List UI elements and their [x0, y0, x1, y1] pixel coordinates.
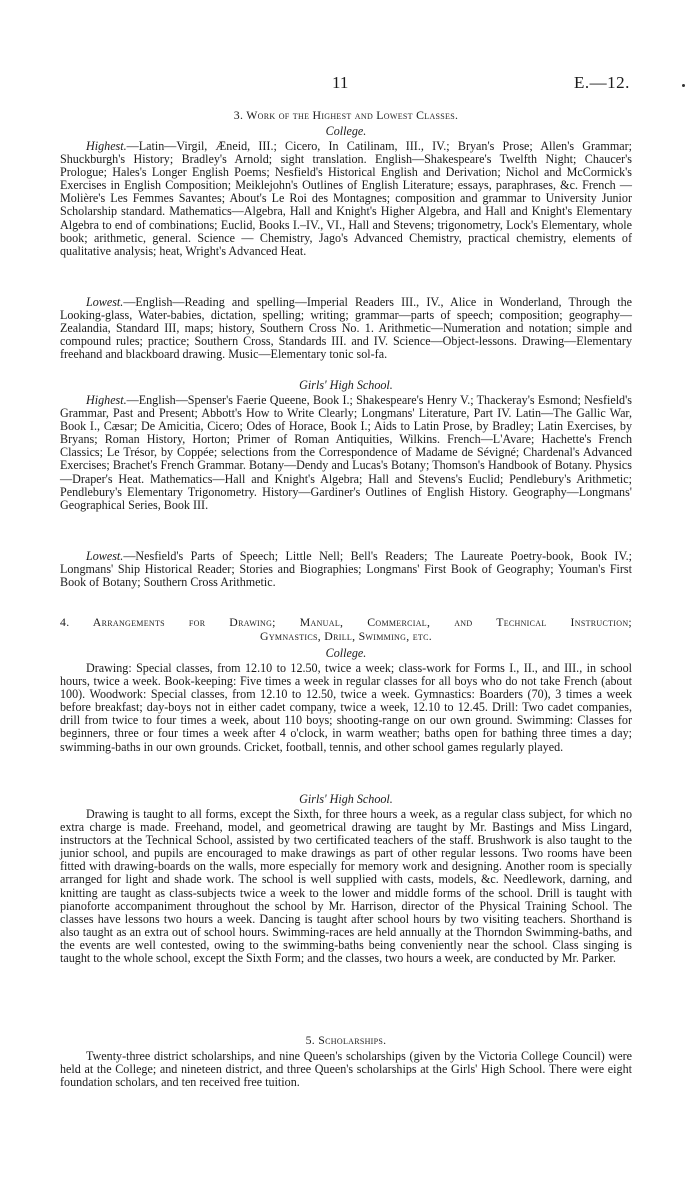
- girls-arrangements: Drawing is taught to all forms, except the Sixth, for three hours a week, as a regular class subject, for which no extra charge is made. Freehand, model, and geometrical drawing are taught by Mr. Bastings and Miss Lingard, instructors at the Technical School, assisted by two certificated teachers of the staff. Brushwork is also taught to the junior school, and pupils are encouraged to make drawings as part of other regular lessons. Two rooms have been fitted with drawing-boards on the walls, more especially for memory work and designing. Another room is specially arranged for light and shade work. The school is well supplied with casts, models, &c. Needlework, darning, and knitting are taught as class-subjects twice a week to the lower and middle forms of the school. Drill is taught with pianoforte accompaniment throughout the school by Mr. Harrison, director of the Physical Training School. The classes have lessons two hours a week. Dancing is taught after school hours by two visiting teachers. Shorthand is also taught as an extra out of school hours. Swimming-races are held annually at the Thorndon Swimming-baths, and the events are well contested, owing to the swimming-baths being conveniently near the school. Class singing is taught to the whole school, except the Sixth Form; and the classes, two hours a week, are conducted by Mr. Parker.: [60, 807, 632, 966]
- lowest-label: Lowest.: [86, 549, 124, 563]
- section-3-college-highest: [60, 140, 632, 258]
- section-5-text: [60, 1050, 632, 1089]
- section-3-girls-title: Girls' High School.: [299, 378, 393, 392]
- highest-label: Highest.: [86, 393, 127, 407]
- highest-label: Highest.: [86, 139, 127, 153]
- section-3-girls-lowest: [60, 550, 632, 589]
- highest-text: —Latin—Virgil, Æneid, III.; Cicero, In Catilinam, III., IV.; Bryan's Prose; Allen's Grammar; Shuckburgh's History; Bradley's Arnold; sight translation. English—Shakespeare's Twelfth Night; Chaucer's Prologue; Hales's Longer English Poems; Nesfield's Historical English and Derivation; Nichol and McCormick's Exercises in English Composition; Meiklejohn's Outlines of English Literature; essays, paraphrases, &c. French — Molière's Les Femmes Savantes; About's Le Roi des Montagnes; composition and grammar to University Junior Scholarship standard. Mathematics—Algebra, Hall and Knight's Higher Algebra, and Hall and Knight's Elementary Algebra to end of combinations; Euclid, Books I.–IV., VI., Hall and Stevens; trigonometry, Lock's Elementary, whole book; arithmetic, general. Science — Chemistry, Jago's Advanced Chemistry, practical chemistry, elements of qualitative analysis; heat, Wright's Advanced Heat.: [60, 139, 632, 258]
- section-3-heading: 3. Work of the Highest and Lowest Classes.: [233, 108, 459, 122]
- document-reference: E.—12.: [574, 73, 630, 92]
- margin-mark: [682, 84, 685, 87]
- section-4-college-title: College.: [325, 646, 367, 660]
- lowest-label: Lowest.: [86, 295, 124, 309]
- section-4-girls-title: Girls' High School.: [299, 792, 393, 806]
- college-arrangements: Drawing: Special classes, from 12.10 to 12.50, twice a week; class-work for Forms I., II., and III., in school hours, twice a week. Book-keeping: Five times a week in regular classes for all boys who do not take French (about 100). Woodwork: Special classes, from 12.10 to 12.50, twice a week. Gymnastics: Boarders (70), 3 times a week before breakfast; day-boys not in either cadet company, twice a week, 12.10 to 12.45. Drill: Two cadet companies, drill from twice to four times a week, about 110 boys; shooting-range on our own ground. Swimming: Classes for beginners, three or four times a week after 4 o'clock, in warm weather; baths open for bathing three times a day; swimming-baths in our own grounds. Cricket, football, tennis, and other school games regularly played.: [60, 661, 632, 754]
- page-number: 11: [332, 73, 349, 92]
- section-3-college-title: College.: [325, 124, 367, 138]
- section-4-college-text: [60, 662, 632, 754]
- section-4-heading-line-1: 4. Arrangements for Drawing; Manual, Commercial, and Technical Instruction;: [60, 615, 632, 629]
- section-3-girls-highest: [60, 394, 632, 512]
- section-4-girls-text: [60, 808, 632, 965]
- section-5-heading: 5. Scholarships.: [305, 1033, 387, 1047]
- scholarships-text: Twenty-three district scholarships, and nine Queen's scholarships (given by the Victoria College Council) were held at the College; and nineteen district, and three Queen's scholarships at the Girls' High School. There were eight foundation scholars, and ten received free tuition.: [60, 1049, 632, 1090]
- lowest-text: —English—Reading and spelling—Imperial Readers III., IV., Alice in Wonderland, Through the Looking-glass, Water-babies, dictation, spelling; writing; grammar—parts of speech; composition; geography—Zealandia, Standard III, maps; history, Southern Cross No. 1. Arithmetic—Numeration and notation; simple and compound rules; practice; Southern Cross, Standards III. and IV. Science—Object-lessons. Drawing—Elementary freehand and blackboard drawing. Music—Elementary tonic sol-fa.: [60, 295, 632, 362]
- section-3-college-lowest: [60, 296, 632, 361]
- highest-text: —English—Spenser's Faerie Queene, Book I.; Shakespeare's Henry V.; Thackeray's Esmond; Nesfield's Grammar, Past and Present; Abbott's How to Write Clearly; Longmans' Literature, Part IV. Latin—The Gallic War, Book I., Cæsar; De Amicitia, Cicero; Odes of Horace, Book I.; Aids to Latin Prose, by Bradley; Latin Exercises, by Bryans; Roman History, Horton; Primer of Roman Antiquities, Wilkins. French—L'Avare; Hachette's French Classics; Le Trésor, by Coppée; selections from the Correspondence of Madame de Sévigné; Chardenal's Advanced Exercises; Brachet's French Grammar. Botany—Dendy and Lucas's Botany; Thomson's Handbook of Botany. Physics—Draper's Heat. Mathematics—Hall and Knight's Algebra; Hall and Stevens's Euclid; Pendlebury's Arithmetic; Pendlebury's Elementary Trigonometry. History—Gardiner's Outlines of English History. Geography—Longmans' Geographical Series, Book III.: [60, 393, 632, 512]
- section-4-heading-line-2: Gymnastics, Drill, Swimming, etc.: [260, 629, 432, 643]
- lowest-text: —Nesfield's Parts of Speech; Little Nell; Bell's Readers; The Laureate Poetry-book, Book IV.; Longmans' Ship Historical Reader; Stories and Biographies; Longmans' First Book of Geography; Youman's First Book of Botany; Southern Cross Arithmetic.: [60, 549, 632, 590]
